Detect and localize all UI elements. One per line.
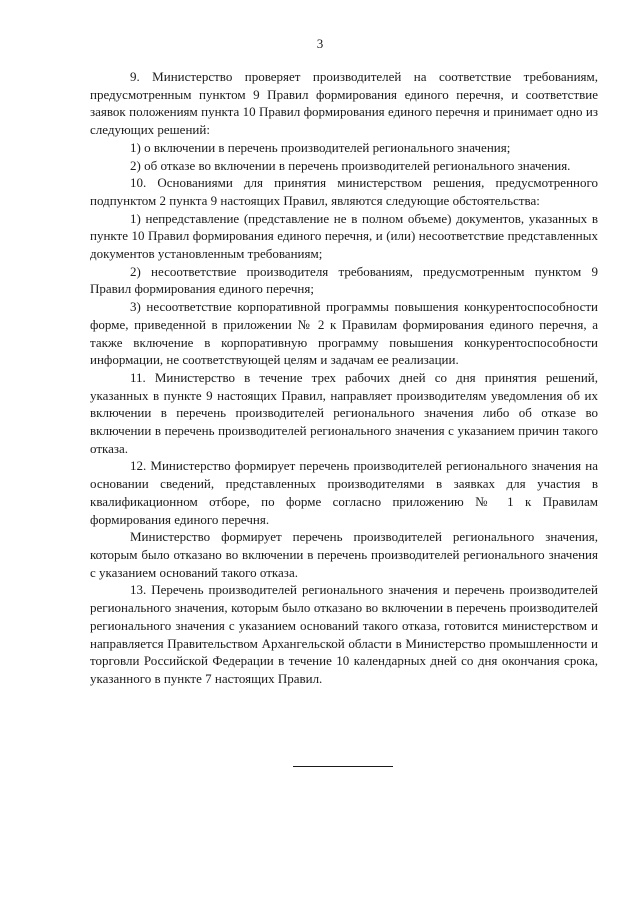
document-body — [90, 68, 598, 688]
end-of-text-rule — [293, 766, 393, 767]
paragraph-10-item-1: 1) непредставление (представление не в полном объеме) документов, указанных в пункте 10 Правил формирования единого перечня, и (или) несоответствие представленных документов установленным требованиям; — [90, 210, 598, 262]
paragraph-12: 12. Министерство формирует перечень производителей регионального значения на основании сведений, представленных производителями в заявках для участия в квалификационном отборе, по форме согласно приложению № 1 к Правилам формирования единого перечня. — [90, 458, 598, 527]
paragraph-11: 11. Министерство в течение трех рабочих дней со дня принятия решений, указанных в пункте 9 настоящих Правил, направляет производителям уведомления об их включении в перечень производителей регионального значения либо об отказе во включении в перечень производителей регионального значения с указанием причин такого отказа. — [90, 369, 598, 456]
paragraph-9-item-2: 2) об отказе во включении в перечень производителей регионального значения. — [130, 157, 571, 173]
paragraph-10-item-3: 3) несоответствие корпоративной программы повышения конкурентоспособности форме, приведенной в приложении № 2 к Правилам формирования единого перечня, а также включение в корпоративную программу повышения конкурентоспособности информации, не соответствующей целям и задачам ее реализации. — [90, 299, 598, 368]
paragraph-12-continued: Министерство формирует перечень производителей регионального значения, которым было отказано во включении в перечень производителей регионального значения с указанием оснований такого отказа. — [90, 529, 598, 580]
page-number: 3 — [316, 36, 324, 51]
paragraph-9: 9. Министерство проверяет производителей на соответствие требованиям, предусмотренным пунктом 9 Правил формирования единого перечня, и соответствие заявок положениям пункта 10 Правил формирования единого перечня и принимает одно из следующих решений: — [90, 69, 598, 138]
paragraph-10: 10. Основаниями для принятия министерством решения, предусмотренного подпунктом 2 пункта 9 настоящих Правил, являются следующие обстоятельства: — [90, 175, 598, 208]
paragraph-13: 13. Перечень производителей регионального значения и перечень производителей регионального значения, которым было отказано во включении в перечень производителей регионального значения с указанием оснований такого отказа, готовится министерством и направляется Правительством Архангельской области в Министерство промышленности и торговли Российской Федерации в течение 10 календарных дней со дня окончания срока, указанного в пункте 7 настоящих Правил. — [90, 582, 598, 686]
paragraph-10-item-2: 2) несоответствие производителя требованиям, предусмотренным пунктом 9 Правил формирования единого перечня; — [90, 263, 598, 297]
paragraph-9-item-1: 1) о включении в перечень производителей регионального значения; — [130, 139, 511, 155]
